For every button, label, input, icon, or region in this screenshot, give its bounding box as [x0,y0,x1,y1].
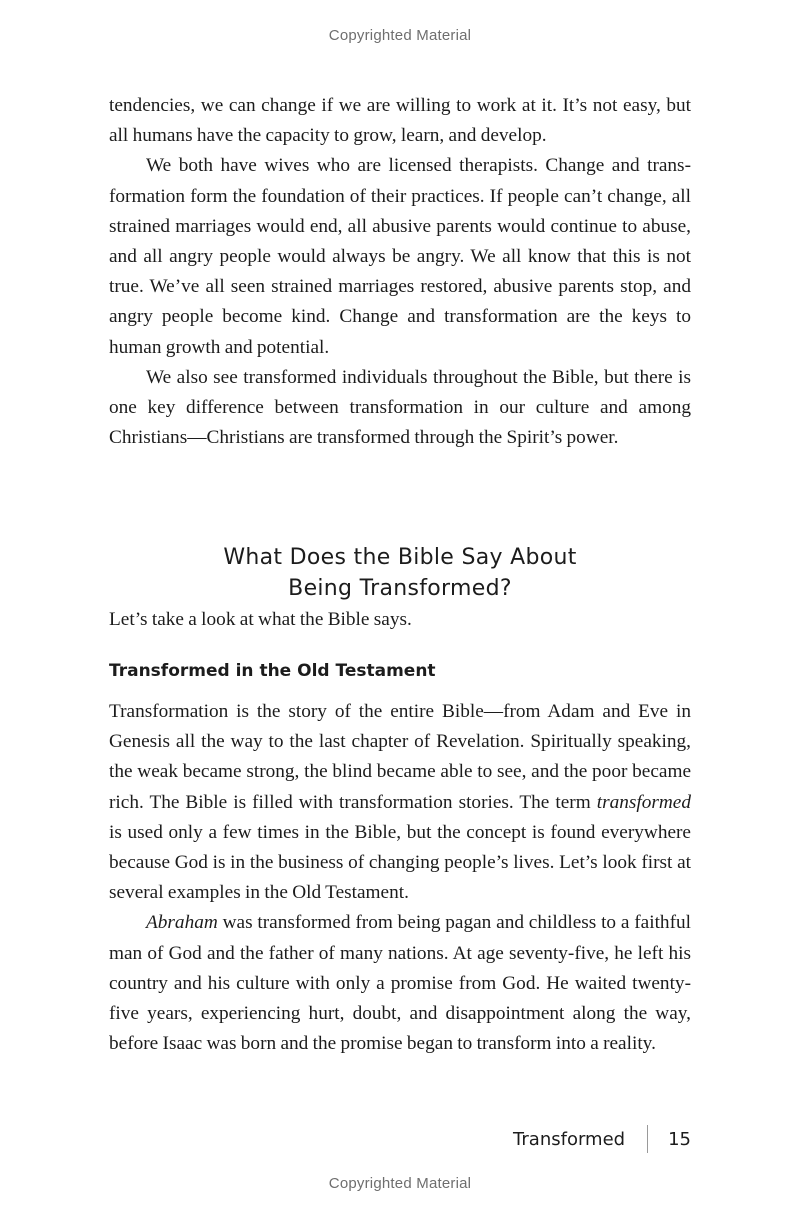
text-run: was transformed from being pagan and childless to a faithful man of God and the father of many nations. At age seventy-five, he left his country and his culture with only a promise from God. He waited twenty-five years, experiencing hurt, doubt, and disappointment along the way, before Isaac was born and the promise began to transform into a reality. [109,912,691,1055]
page-number: 15 [668,1128,691,1150]
text-run: is used only a few times in the Bible, but the concept is found everywhere because God is in the business of changing people’s lives. Let’s look first at several examples in the Old Testament. [109,821,691,904]
body-text-top [109,91,691,453]
body-text-bottom [109,697,691,1059]
text-run: Transformation is the story of the entire Bible—from Adam and Eve in Genesis all the way to the last chapter of Revelation. Spiritually speaking, the weak became strong, the blind became able to see, and the poor became rich. The Bible is filled with transformation stories. The term [109,701,691,813]
section-heading-line: Being Transformed? [288,576,512,602]
paragraph: We also see transformed individuals throughout the Bible, but there is one key difference between transformation in our culture and among Christians—Christians are transformed through the Spirit’s power. [109,366,691,449]
paragraph: Let’s take a look at what the Bible says. [109,609,412,630]
watermark-bottom: Copyrighted Material [328,1175,472,1192]
emphasis-name: Abraham [146,912,218,934]
footer-divider [647,1125,648,1153]
section-intro [109,605,691,635]
page-footer [513,1125,691,1153]
paragraph: We both have wives who are licensed therapists. Change and transformation form the foundation of their practices. If people can’t change, all strained marriages would end, all abusive parents would continue to abuse, and all angry people would always be angry. We all know that this is not true. We’ve all seen strained marriages restored, abusive parents stop, and angry people become kind. Change and transformation are the keys to human growth and potential. [109,155,691,358]
paragraph: tendencies, we can change if we are willing to work at it. It’s not easy, but all humans have the capacity to grow, learn, and develop. [109,95,691,147]
section-heading-line: What Does the Bible Say About [223,545,577,571]
emphasis-term: transformed [596,791,691,813]
subsection-heading: Transformed in the Old Testament [109,661,436,681]
section-heading [109,542,691,604]
running-title: Transformed [513,1128,626,1150]
paragraph [109,697,691,908]
paragraph [109,908,691,1059]
watermark-top: Copyrighted Material [328,27,472,44]
